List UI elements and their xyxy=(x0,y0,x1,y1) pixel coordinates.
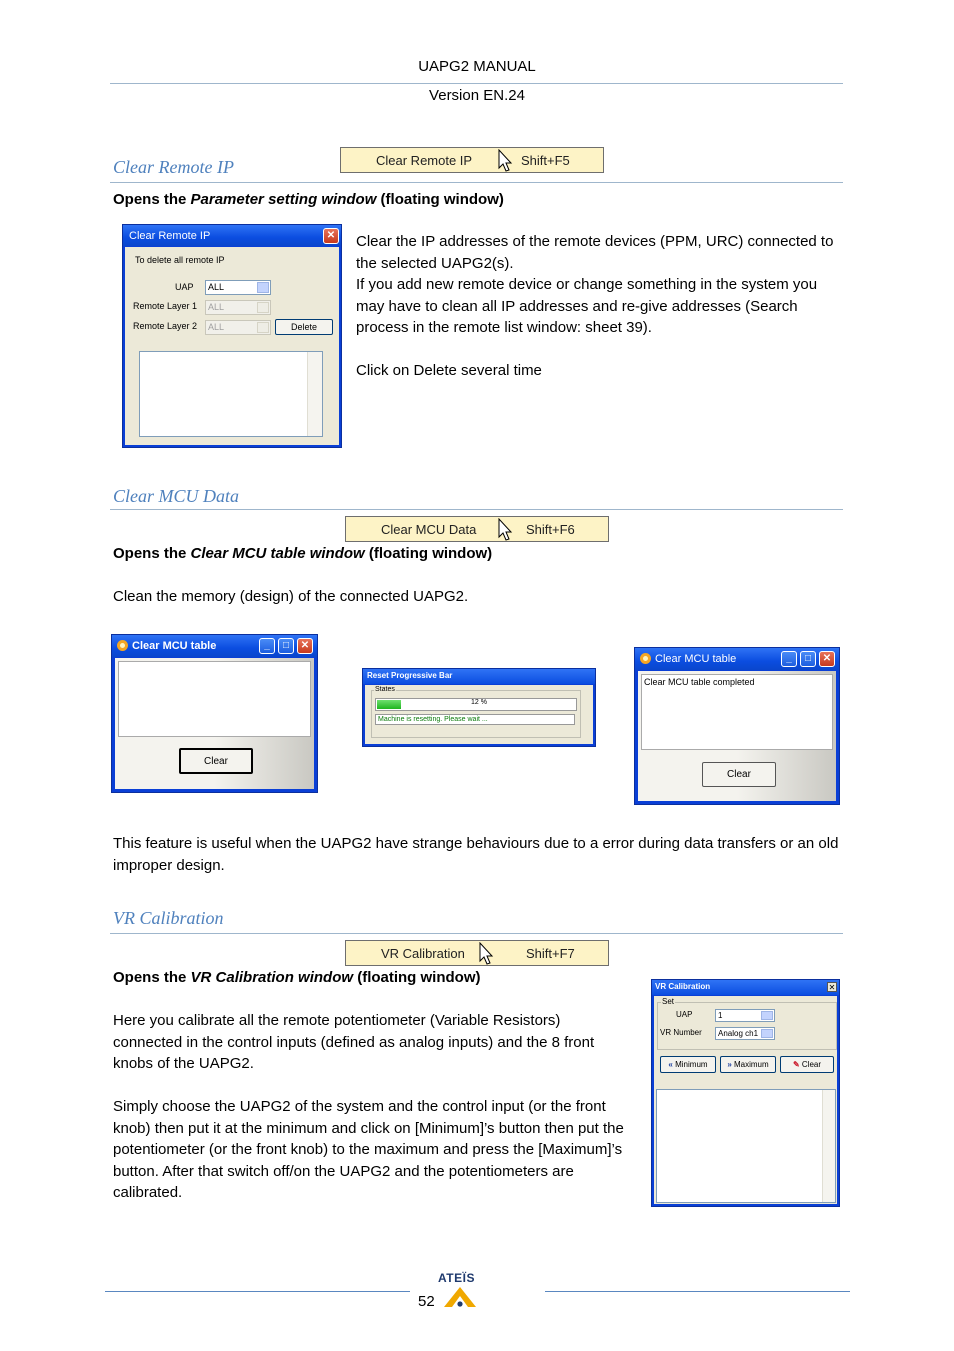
result-textarea[interactable] xyxy=(118,661,311,737)
remote-layer2-label: Remote Layer 2 xyxy=(133,321,198,331)
header-title: UAPG2 MANUAL xyxy=(418,58,536,75)
menu-item-label: Clear MCU Data xyxy=(381,522,477,537)
menu-item-shortcut: Shift+F6 xyxy=(526,522,575,537)
dialog-title: VR Calibration xyxy=(655,982,711,991)
reset-progress-dialog xyxy=(362,668,596,747)
section-rule xyxy=(110,182,843,183)
chevron-down-icon xyxy=(761,1011,773,1020)
vr-number-select[interactable]: Analog ch1 xyxy=(715,1027,775,1040)
vr-calibration-dialog xyxy=(651,979,840,1207)
header-rule xyxy=(110,83,843,84)
mouse-pointer-icon xyxy=(479,942,495,966)
dialog-client xyxy=(365,685,593,744)
progress-status: Machine is resetting. Please wait ... xyxy=(375,714,575,725)
progress-percent: 12 % xyxy=(471,699,487,706)
mouse-pointer-icon xyxy=(498,518,514,542)
chevron-down-icon xyxy=(257,282,269,293)
opens-text: Opens the VR Calibration window (floating window) xyxy=(113,969,481,986)
section-title-clear-remote-ip: Clear Remote IP xyxy=(113,157,234,177)
section-title-clear-mcu-data: Clear MCU Data xyxy=(113,486,239,506)
uap-label: UAP xyxy=(676,1010,693,1019)
clear-button[interactable]: Clear xyxy=(179,748,253,774)
sec3-paragraph-1: Here you calibrate all the remote potentiometer (Variable Resistors) connected in the control inputs (defined as analog inputs) and the 8 front knobs of the UAPG2. xyxy=(113,1012,595,1072)
ateis-logo-text: ATEÏS xyxy=(438,1271,475,1285)
minimize-icon[interactable]: _ xyxy=(259,638,275,654)
scrollbar[interactable] xyxy=(307,352,322,436)
dialog-title: Clear Remote IP xyxy=(129,230,211,242)
ateis-logo-icon xyxy=(442,1285,478,1309)
dialog-client xyxy=(115,658,314,789)
section-title-vr-calibration: VR Calibration xyxy=(113,908,224,928)
chevron-down-icon xyxy=(257,322,269,333)
menu-item-label: VR Calibration xyxy=(381,946,465,961)
menu-item-clear-remote-ip[interactable] xyxy=(340,147,604,173)
clear-mcu-table-completed-dialog xyxy=(634,647,840,805)
remote-layer1-select[interactable]: ALL xyxy=(205,300,271,315)
clear-mcu-table-dialog xyxy=(111,634,318,793)
dialog-client xyxy=(638,671,836,801)
result-textarea[interactable]: Clear MCU table completed xyxy=(641,674,833,750)
log-textarea[interactable] xyxy=(139,351,323,437)
clear-remote-ip-dialog xyxy=(122,224,342,448)
sec1-paragraph-1: Clear the IP addresses of the remote devices (PPM, URC) connected to the selected UAPG2(s). xyxy=(356,233,834,272)
progress-bar-fill xyxy=(377,700,401,709)
sec2-description: Clean the memory (design) of the connected UAPG2. xyxy=(113,588,469,605)
minimum-button[interactable]: « Minimum xyxy=(660,1056,716,1073)
uap-select[interactable]: 1 xyxy=(715,1009,775,1022)
app-icon xyxy=(116,639,129,652)
vr-number-label: VR Number xyxy=(660,1028,702,1037)
sec2-note: This feature is useful when the UAPG2 have strange behaviours due to a error during data transfers or an old improper design. xyxy=(113,835,839,874)
menu-item-shortcut: Shift+F5 xyxy=(521,153,570,168)
opens-text: Opens the Parameter setting window (floating window) xyxy=(113,191,504,208)
progress-bar xyxy=(375,698,577,711)
double-chevron-right-icon: » xyxy=(727,1060,732,1069)
delete-caption: To delete all remote IP xyxy=(135,255,225,265)
menu-item-vr-calibration[interactable] xyxy=(345,940,609,966)
dialog-title: Clear MCU table xyxy=(655,653,737,665)
clear-button[interactable]: Clear xyxy=(702,762,776,787)
double-chevron-left-icon: « xyxy=(668,1060,673,1069)
mouse-pointer-icon xyxy=(498,149,514,173)
dialog-titlebar xyxy=(652,980,839,995)
close-icon[interactable]: ✕ xyxy=(828,983,836,992)
close-icon[interactable]: ✕ xyxy=(297,638,313,654)
close-icon[interactable]: ✕ xyxy=(819,651,835,667)
delete-button[interactable]: Delete xyxy=(275,319,333,335)
app-icon xyxy=(639,652,652,665)
chevron-down-icon xyxy=(761,1029,773,1038)
remote-layer2-select[interactable]: ALL xyxy=(205,320,271,335)
maximum-button[interactable]: » Maximum xyxy=(720,1056,776,1073)
footer-rule-right xyxy=(545,1291,850,1292)
sec3-paragraph-2: Simply choose the UAPG2 of the system and the control input (or the front knob) then put it at the minimum and click on [Minimum]’s button then put the potentiometer (or the front knob) to the maximum and press the [Maximum]’s button. After that switch off/on the UAPG2 and the potentiometers are calibrated. xyxy=(113,1098,624,1201)
uap-select[interactable]: ALL xyxy=(205,280,271,295)
opens-text: Opens the Clear MCU table window (floating window) xyxy=(113,545,493,562)
section-rule xyxy=(110,509,843,510)
scrollbar[interactable] xyxy=(822,1090,835,1202)
sec1-paragraph-3: Click on Delete several time xyxy=(356,362,542,379)
states-group-label: States xyxy=(375,686,395,693)
section-rule xyxy=(110,933,843,934)
maximize-icon[interactable]: □ xyxy=(800,651,816,667)
dialog-titlebar xyxy=(112,635,317,657)
dialog-title: Reset Progressive Bar xyxy=(367,671,453,680)
menu-item-label: Clear Remote IP xyxy=(376,153,473,168)
dialog-title: Clear MCU table xyxy=(132,640,217,652)
close-icon[interactable]: ✕ xyxy=(323,228,339,244)
dialog-client xyxy=(125,247,339,445)
chevron-down-icon xyxy=(257,302,269,313)
dialog-client xyxy=(654,996,837,1204)
dialog-titlebar xyxy=(635,648,839,670)
log-textarea[interactable] xyxy=(656,1089,836,1203)
minimize-icon[interactable]: _ xyxy=(781,651,797,667)
sec1-paragraph-2: If you add new remote device or change something in the system you may have to clean all IP addresses and re-give addresses (Search process in the remote list window: sheet 39). xyxy=(356,276,818,336)
clear-button[interactable]: ✎ Clear xyxy=(780,1056,834,1073)
page-number: 52 xyxy=(418,1293,435,1310)
remote-layer1-label: Remote Layer 1 xyxy=(133,301,198,311)
menu-item-shortcut: Shift+F7 xyxy=(526,946,575,961)
dialog-titlebar xyxy=(123,225,341,246)
footer-rule-left xyxy=(105,1291,410,1292)
uap-label: UAP xyxy=(175,282,194,292)
set-group-label: Set xyxy=(662,997,675,1006)
menu-item-clear-mcu-data[interactable] xyxy=(345,516,609,542)
dialog-titlebar xyxy=(363,669,595,684)
maximize-icon[interactable]: □ xyxy=(278,638,294,654)
eraser-icon: ✎ xyxy=(792,1060,800,1069)
header-version: Version EN.24 xyxy=(429,87,525,104)
